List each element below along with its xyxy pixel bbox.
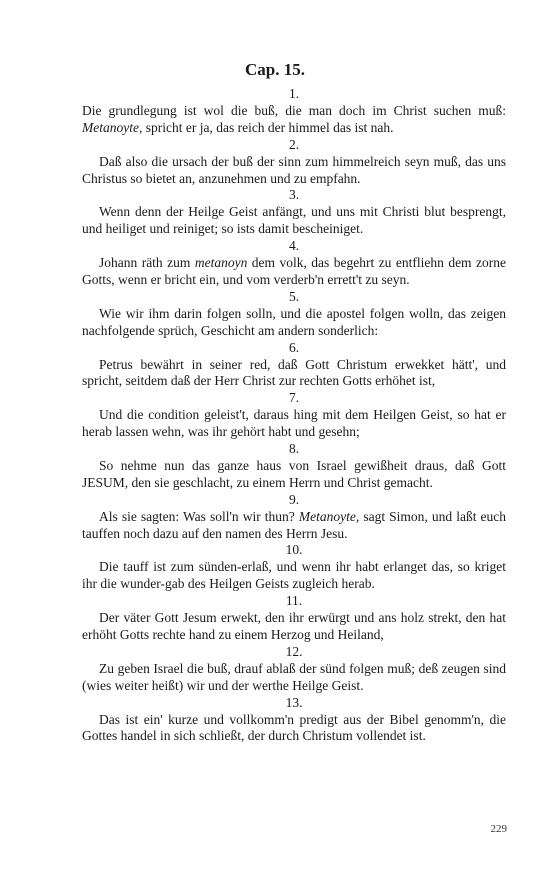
verse-text [82,204,506,238]
verse-number: 13. [285,694,303,710]
page-number: 229 [490,823,507,835]
verse-text [82,509,506,543]
verse-number: 7. [288,390,300,406]
chapter-title: Cap. 15. [245,60,305,79]
verse-text-segment: Das ist ein' kurze und vollkomm'n predigt aus der Bibel genomm'n, die Gottes handel in sich schließt, der durch Christum vollendet ist. [82,711,506,744]
verse-text [82,661,506,695]
verse-text-segment: Als sie sagten: Was soll'n wir thun? [99,508,299,524]
verse-text [82,458,506,492]
verse-number: 8. [288,441,300,457]
verse-number: 11. [285,593,303,609]
verse-number: 12. [285,643,303,659]
verse-text-segment: sagt Simon, und laßt euch tauffen noch dazu auf den namen des Herrn Jesu. [82,508,507,541]
verse-number: 9. [288,491,300,507]
verse-text-segment: Petrus bewährt in seiner red, daß Gott Christum erwekket hätt', und spricht, seitdem daß der Herr Christ zur rechten Gotts erhöhet ist, [82,356,506,389]
verse-number: 5. [288,288,300,304]
verse-number: 2. [288,136,300,152]
verse-number: 6. [288,339,300,355]
verse-text [82,559,506,593]
verse-text [82,407,506,441]
verse-text [82,103,506,137]
verse-text-segment: Der väter Gott Jesum erwekt, den ihr erwürgt und ans holz strekt, den hat erhöht Gotts rechte hand zu einem Herzog und Heiland, [82,610,506,642]
verse-text-segment: Wie wir ihm darin folgen solln, und die apostel folgen wolln, das zeigen nachfolgende sprüch, Geschicht am andern sonderlich: [82,305,506,338]
verse-text [82,154,506,188]
verse-text-segment: Wenn denn der Heilge Geist anfängt, und uns mit Christi blut besprengt, und heiliget und reiniget; so ists damit bescheiniget. [82,204,506,237]
verse-text [82,712,506,746]
verse-text-italic: Metanoyte, [298,508,360,524]
verse-text [82,306,506,340]
verse-text-segment: Daß also die ursach der buß der sinn zum himmelreich seyn muß, das uns Christus so bietet an, anzunehmen und zu empfahn. [82,153,506,186]
verse-text-segment: Johann räth zum [99,255,195,271]
verse-text-segment: Die grundlegung ist wol die buß, die man doch im Christ suchen muß: [82,102,506,118]
verse-number: 3. [288,187,300,203]
verse-number: 4. [288,238,300,254]
verse-text-segment: dem volk, das begehrt zu entfliehn dem zorne Gotts, wenn er bricht ein, und vom verderb'n errett't zu seyn. [82,255,506,287]
verse-text-segment: spricht er ja, das reich der himmel das ist nah. [142,119,394,135]
verse-text-italic: Metanoyte, [82,119,143,135]
verse-number: 1. [288,86,300,101]
verse-text-segment: Zu geben Israel die buß, drauf ablaß der sünd folgen muß; deß zeugen sind (wies weiter heißt) wir und der werthe Heilge Geist. [82,660,506,693]
verse-text-italic: metanoyn [194,255,248,271]
verse-text-segment: So nehme nun das ganze haus von Israel gewißheit draus, daß Gott JESUM, den sie geschlacht, zu einem Herrn und Christ gemacht. [82,457,506,490]
verse-text [82,610,506,644]
verse-number: 10. [285,542,303,558]
verse-text-segment: Und die condition geleist't, daraus hing mit dem Heilgen Geist, so hat er herab lassen wehn, was ihr gehört habt und gesehn; [82,407,506,440]
verse-list [82,86,506,745]
verse-text [82,255,506,289]
verse-text [82,357,506,391]
verse-text-segment: Die tauff ist zum sünden-erlaß, und wenn ihr habt erlanget das, so kriget ihr die wunder-gab des Heilgen Geists zugleich herab. [82,559,506,592]
